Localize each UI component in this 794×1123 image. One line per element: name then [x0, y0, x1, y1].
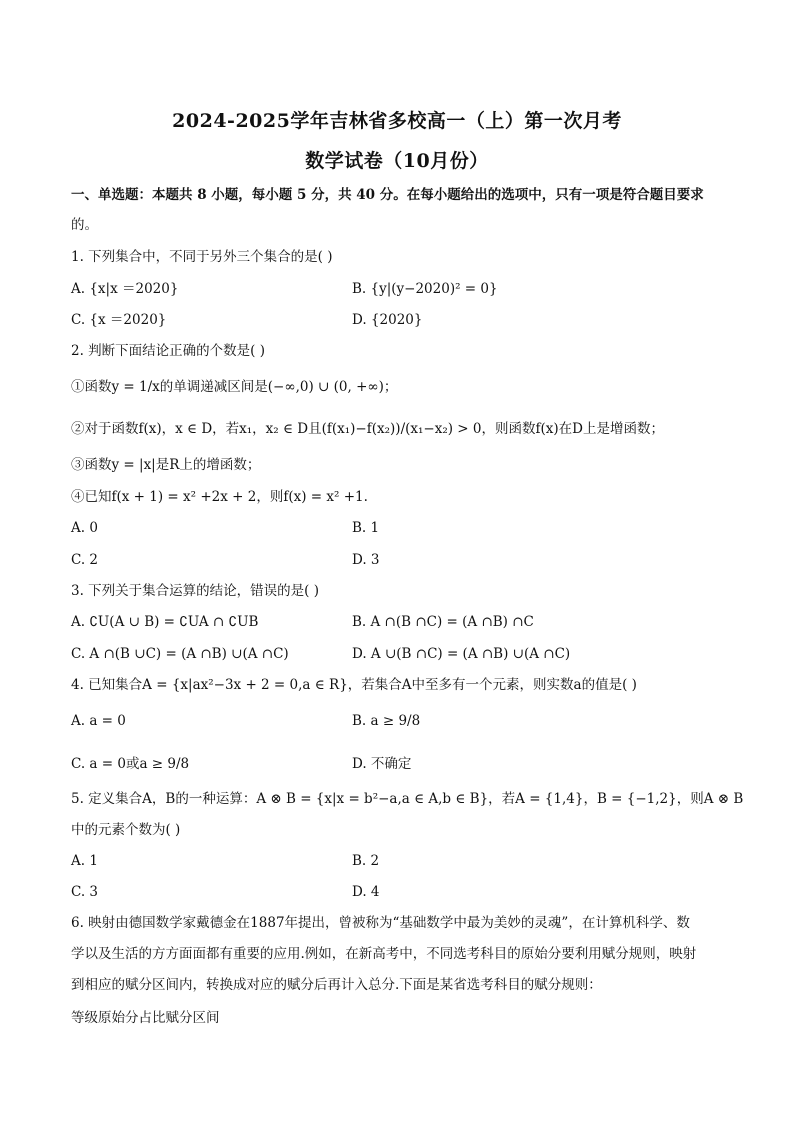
q6-line4: 等级原始分占比赋分区间 — [71, 1010, 220, 1026]
q6-line3: 到相应的赋分区间内，转换成对应的赋分后再计入总分.下面是某省选考科目的赋分规则： — [71, 977, 602, 993]
section-heading-line2: 的。 — [71, 217, 98, 233]
q2-statement-3: ③函数y = |x|是R上的增函数； — [71, 457, 261, 473]
q1-option-b: B. {y|(y−2020)² = 0} — [352, 281, 498, 297]
q6-line1: 6. 映射由德国数学家戴德金在1887年提出，曾被称为“基础数学中最为美妙的灵魂”，在计算机科学、数 — [71, 915, 690, 931]
q3-option-b: B. A ∩(B ∩C) = (A ∩B) ∩C — [352, 614, 534, 630]
q2-statement-2: ②对于函数f(x)，x ∈ D，若x₁，x₂ ∈ D且(f(x₁)−f(x₂))/(x₁−x₂) > 0，则函数f(x)在D上是增函数； — [71, 421, 664, 437]
q5-stem-line2: 中的元素个数为( ) — [71, 822, 181, 838]
q3-option-a: A. ∁U(A ∪ B) = ∁UA ∩ ∁UB — [71, 614, 259, 630]
q5-option-b: B. 2 — [352, 853, 380, 869]
q4-option-a: A. a = 0 — [71, 713, 126, 729]
q3-option-d: D. A ∪(B ∩C) = (A ∩B) ∪(A ∩C) — [352, 646, 571, 662]
q5-option-a: A. 1 — [71, 853, 98, 869]
q2-option-c: C. 2 — [71, 552, 99, 568]
q2-statement-4: ④已知f(x + 1) = x² +2x + 2，则f(x) = x² +1. — [71, 489, 368, 505]
q4-option-d: D. 不确定 — [352, 756, 412, 772]
q2-option-b: B. 1 — [352, 520, 380, 536]
page-title: 2024-2025学年吉林省多校高一（上）第一次月考 — [172, 110, 622, 132]
q1-stem: 1. 下列集合中，不同于另外三个集合的是( ) — [71, 249, 333, 265]
q3-option-c: C. A ∩(B ∪C) = (A ∩B) ∪(A ∩C) — [71, 646, 289, 662]
page-subtitle: 数学试卷（10月份） — [305, 150, 489, 172]
q6-line2: 学以及生活的方方面面都有重要的应用.例如，在新高考中，不同选考科目的原始分要利用赋分规则，映射 — [71, 946, 697, 962]
q3-stem: 3. 下列关于集合运算的结论，错误的是( ) — [71, 583, 319, 599]
section-heading-line1: 一、单选题：本题共 8 小题，每小题 5 分，共 40 分。在每小题给出的选项中，只有一项是符合题目要求 — [71, 187, 704, 203]
q4-stem: 4. 已知集合A = {x|ax²−3x + 2 = 0,a ∈ R}，若集合A中至多有一个元素，则实数a的值是( ) — [71, 677, 637, 693]
q5-stem-line1: 5. 定义集合A，B的一种运算：A ⊗ B = {x|x = b²−a,a ∈ A,b ∈ B}，若A = {1,4}，B = {−1,2}，则A ⊗ B — [71, 791, 744, 807]
q2-statement-1: ①函数y = 1/x的单调递减区间是(−∞,0) ∪ (0, +∞)； — [71, 379, 398, 395]
q2-option-d: D. 3 — [352, 552, 380, 568]
q2-option-a: A. 0 — [71, 520, 98, 536]
q1-option-c: C. {x ＝2020} — [71, 312, 167, 328]
q5-option-c: C. 3 — [71, 884, 99, 900]
q1-option-d: D. {2020} — [352, 312, 423, 328]
q4-option-b: B. a ≥ 9/8 — [352, 713, 421, 729]
q5-option-d: D. 4 — [352, 884, 380, 900]
q2-stem: 2. 判断下面结论正确的个数是( ) — [71, 343, 265, 359]
q1-option-a: A. {x|x ＝2020} — [71, 281, 179, 297]
q4-option-c: C. a = 0或a ≥ 9/8 — [71, 756, 190, 772]
